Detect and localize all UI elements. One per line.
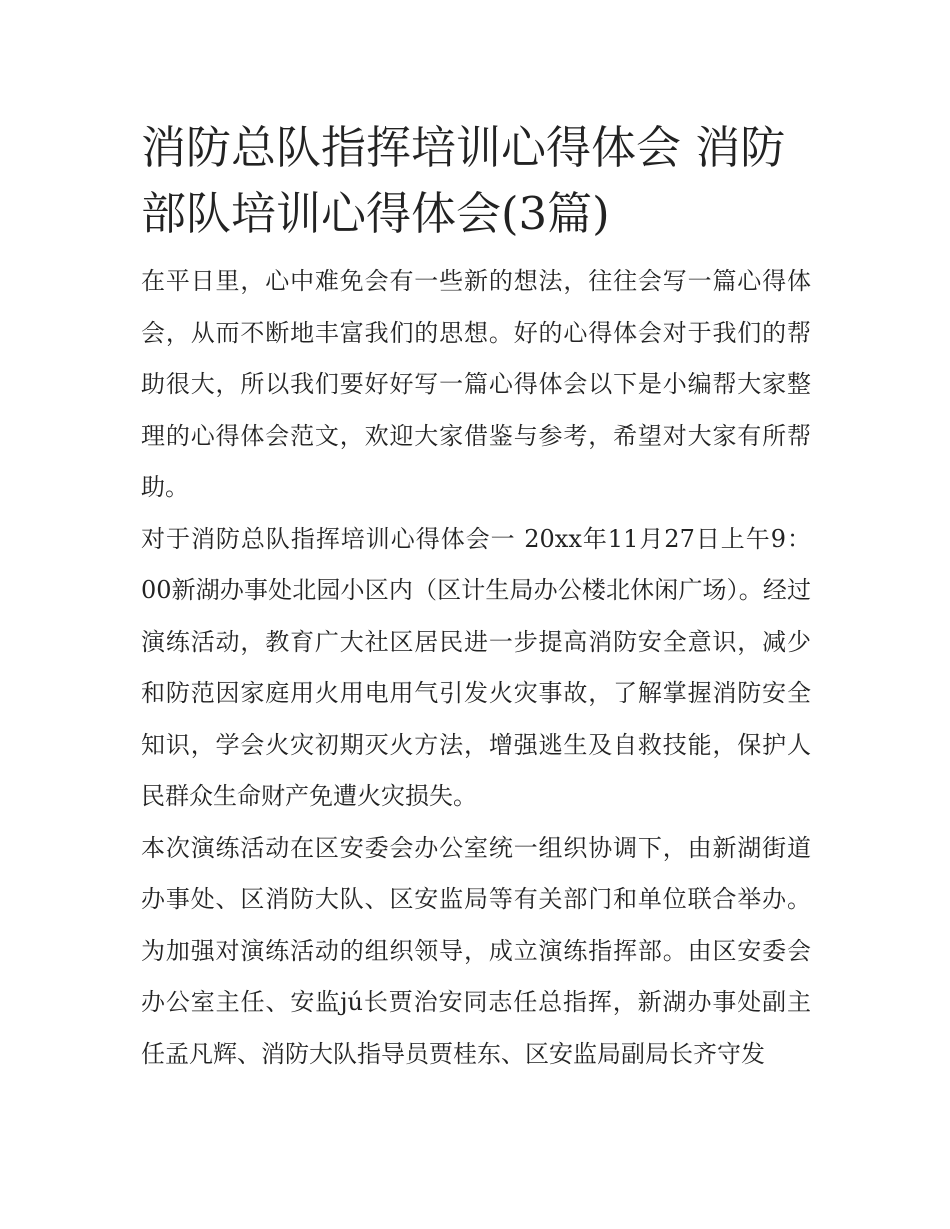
- document-body: [141, 115, 811, 1080]
- body-paragraph-1: 对于消防总队指挥培训心得体会一 20xx年11月27日上午9：00新湖办事处北园小区内（区计生局办公楼北休闲广场）。经过演练活动，教育广大社区居民进一步提高消防安全意识，减少和防范因家庭用火用电用气引发火灾事故，了解掌握消防安全知识，学会火灾初期灭火方法，增强逃生及自救技能，保护人民群众生命财产免遭火灾损失。: [141, 524, 811, 810]
- body-paragraph-2: 本次演练活动在区安委会办公室统一组织协调下，由新湖街道办事处、区消防大队、区安监局等有关部门和单位联合举办。为加强对演练活动的组织领导，成立演练指挥部。由区安委会办公室主任、安监jú长贾治安同志任总指挥，新湖办事处副主任孟凡辉、消防大队指导员贾桂东、区安监局副局长齐守发: [141, 833, 811, 1068]
- intro-paragraph: 在平日里，心中难免会有一些新的想法，往往会写一篇心得体会，从而不断地丰富我们的思想。好的心得体会对于我们的帮助很大，所以我们要好好写一篇心得体会以下是小编帮大家整理的心得体会范文，欢迎大家借鉴与参考，希望对大家有所帮助。: [141, 267, 811, 501]
- document-title: 消防总队指挥培训心得体会 消防部队培训心得体会(3篇): [141, 121, 786, 240]
